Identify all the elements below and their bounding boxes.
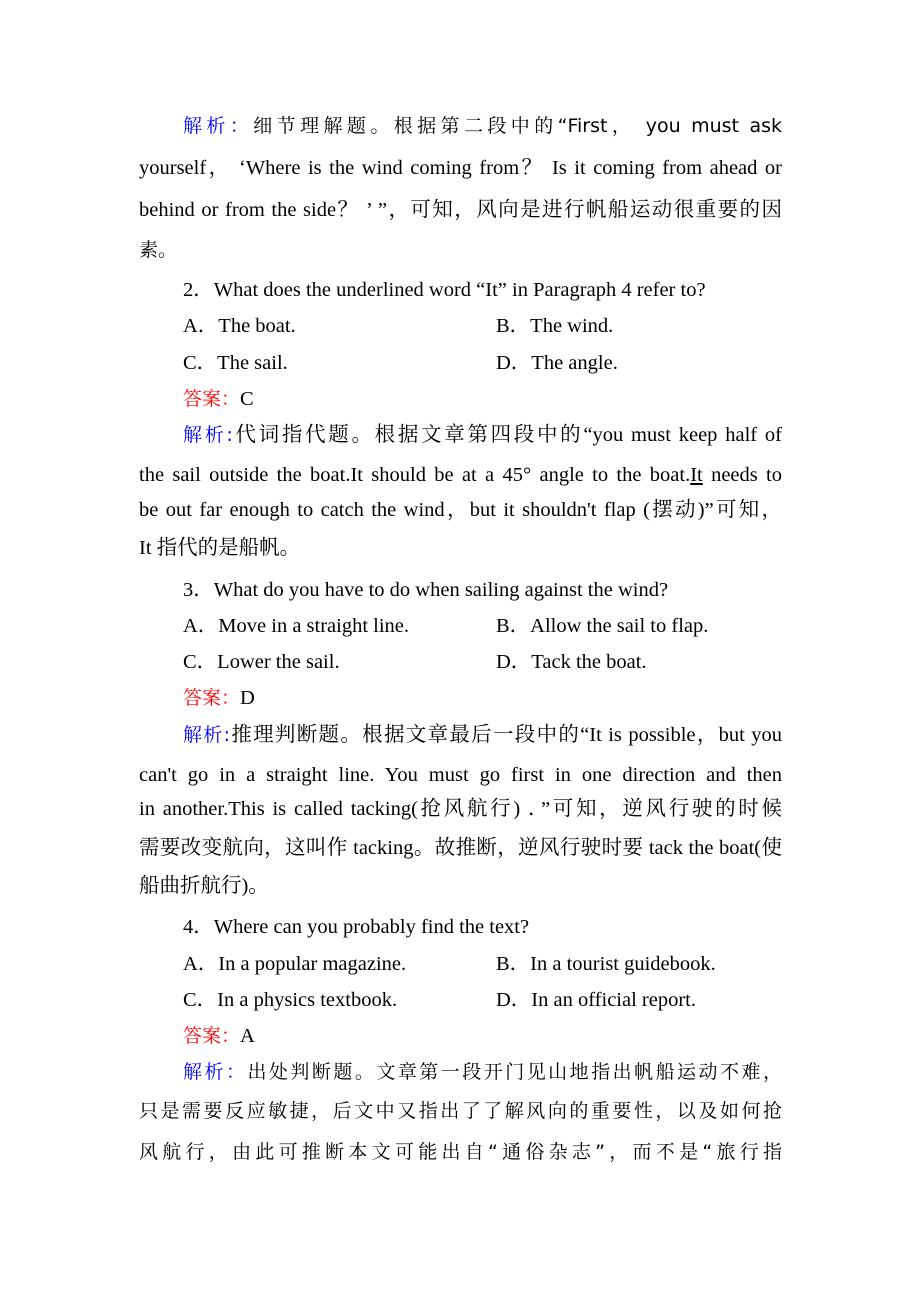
underlined-it: It [690,464,703,486]
q4-answer [183,1024,255,1048]
q4-analysis-line-1: 解析：出处判断题。文章第一段开门见山地指出帆船运动不难， [183,1061,782,1083]
answer-label: 答案： [183,388,241,410]
q3-question: 3．What do you have to do when sailing against the wind? [183,579,669,601]
analysis-label: 解析: [183,424,233,446]
answer-label: 答案： [183,1025,241,1047]
q3-option-c: C．Lower the sail. [183,651,340,673]
q3-option-a: A．Move in a straight line. [183,615,410,637]
q2-analysis-line-2: the sail outside the boat.It should be at a 45° angle to the boat.It needs to [139,464,782,486]
q3-option-d: D．Tack the boat. [496,651,647,673]
q3-analysis-line-2: can't go in a straight line. You must go first in one direction and then [139,764,782,786]
analysis-label: 解析： [183,115,254,137]
q4-option-b: B．In a tourist guidebook. [496,953,716,975]
q1-analysis-line-2: yourself， ‘Where is the wind coming from？ Is it coming from ahead or [139,157,782,179]
q2-option-c: C．The sail. [183,352,288,374]
q3-option-b: B．Allow the sail to flap. [496,615,709,637]
q2-analysis-line-1: 解析:代词指代题。根据文章第四段中的“you must keep half of [183,424,782,446]
analysis-label: 解析: [183,724,231,746]
q3-analysis-line-5: 船曲折航行)。 [139,875,269,897]
q2-analysis-line-4: It 指代的是船帆。 [139,537,301,559]
q4-answer-value: A [240,1025,255,1047]
q2-answer [183,387,254,411]
q3-answer-value: D [240,687,255,709]
q2-answer-value: C [240,388,254,410]
q3-analysis-line-3: in another.This is called tacking(抢风航行) ．”可知，逆风行驶的时候 [139,798,782,820]
answer-label: 答案： [183,687,241,709]
q4-option-d: D．In an official report. [496,989,696,1011]
q4-question: 4．Where can you probably find the text? [183,916,530,938]
q1-analysis-line-4: 素。 [139,239,178,261]
q2-option-b: B．The wind. [496,315,614,337]
q4-option-c: C．In a physics textbook. [183,989,398,1011]
q2-option-d: D．The angle. [496,352,618,374]
analysis-label: 解析： [183,1061,248,1083]
q1-analysis-line-3: behind or from the side？ ’ ”，可知，风向是进行帆船运动很重要的因 [139,199,782,221]
q2-analysis-line-3: be out far enough to catch the wind，but it shouldn't flap (摆动)”可知， [139,499,782,521]
q3-analysis-line-4: 需要改变航向，这叫作 tacking。故推断，逆风行驶时要 tack the boat(使 [139,837,782,859]
q2-question: 2．What does the underlined word “It” in Paragraph 4 refer to? [183,279,706,301]
q1-analysis-line-1: 解析：细节理解题。根据第二段中的“First， you must ask [183,115,782,137]
q4-option-a: A．In a popular magazine. [183,953,407,975]
q4-analysis-line-3: 风航行，由此可推断本文可能出自“通俗杂志”，而不是“旅行指 [139,1141,782,1163]
q4-analysis-line-2: 只是需要反应敏捷，后文中又指出了了解风向的重要性，以及如何抢 [139,1100,782,1122]
q2-option-a: A．The boat. [183,315,296,337]
q3-analysis-line-1: 解析:推理判断题。根据文章最后一段中的“It is possible，but you [183,724,782,746]
q3-answer [183,686,255,710]
